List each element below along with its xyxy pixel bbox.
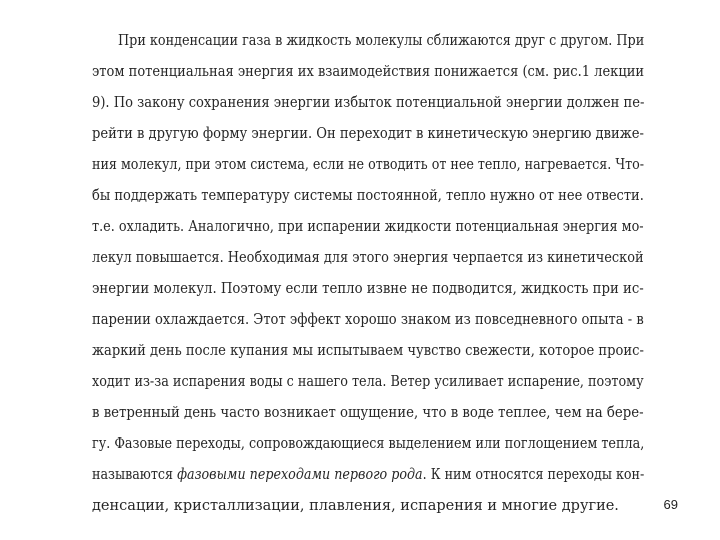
text-line: в ветренный день часто возникает ощущение, что в воде теплее, чем на бере- bbox=[92, 405, 644, 421]
text-line: лекул повышается. Необходимая для этого энергия черпается из кинетической bbox=[92, 250, 644, 266]
emphasized-term: фазовыми переходами первого рода bbox=[177, 467, 423, 483]
text-line: ния молекул, при этом система, если не отводить от нее тепло, нагревается. Что- bbox=[92, 157, 645, 173]
text-line: парении охлаждается. Этот эффект хорошо знаком из повседневного опыта - в bbox=[92, 312, 644, 328]
text-fragment: называются bbox=[92, 467, 178, 483]
text-line: жаркий день после купания мы испытываем чувство свежести, которое проис- bbox=[92, 343, 644, 359]
text-line-with-term bbox=[92, 466, 644, 484]
text-line: бы поддержать температуру системы постоянной, тепло нужно от нее отвести. bbox=[92, 188, 644, 204]
text-line: При конденсации газа в жидкость молекулы сближаются друг с другом. При bbox=[118, 33, 645, 49]
text-line: гу. Фазовые переходы, сопровождающиеся выделением или поглощением тепла, bbox=[92, 436, 645, 452]
page-number: 69 bbox=[663, 497, 678, 512]
text-line: 9). По закону сохранения энергии избыток потенциальной энергии должен пе- bbox=[92, 95, 645, 111]
text-line: энергии молекул. Поэтому если тепло извне не подводится, жидкость при ис- bbox=[92, 281, 644, 297]
text-line: ходит из-за испарения воды с нашего тела. Ветер усиливает испарение, поэтому bbox=[92, 374, 644, 390]
text-line: рейти в другую форму энергии. Он переходит в кинетическую энергию движе- bbox=[92, 126, 644, 142]
text-line: т.е. охладить. Аналогично, при испарении жидкости потенциальная энергия мо- bbox=[92, 219, 644, 235]
text-fragment: . К ним относятся переходы кон- bbox=[422, 467, 645, 483]
text-line: денсации, кристаллизации, плавления, испарения и многие другие. bbox=[92, 498, 619, 514]
text-line: этом потенциальная энергия их взаимодействия понижается (см. рис.1 лекции bbox=[92, 64, 645, 80]
